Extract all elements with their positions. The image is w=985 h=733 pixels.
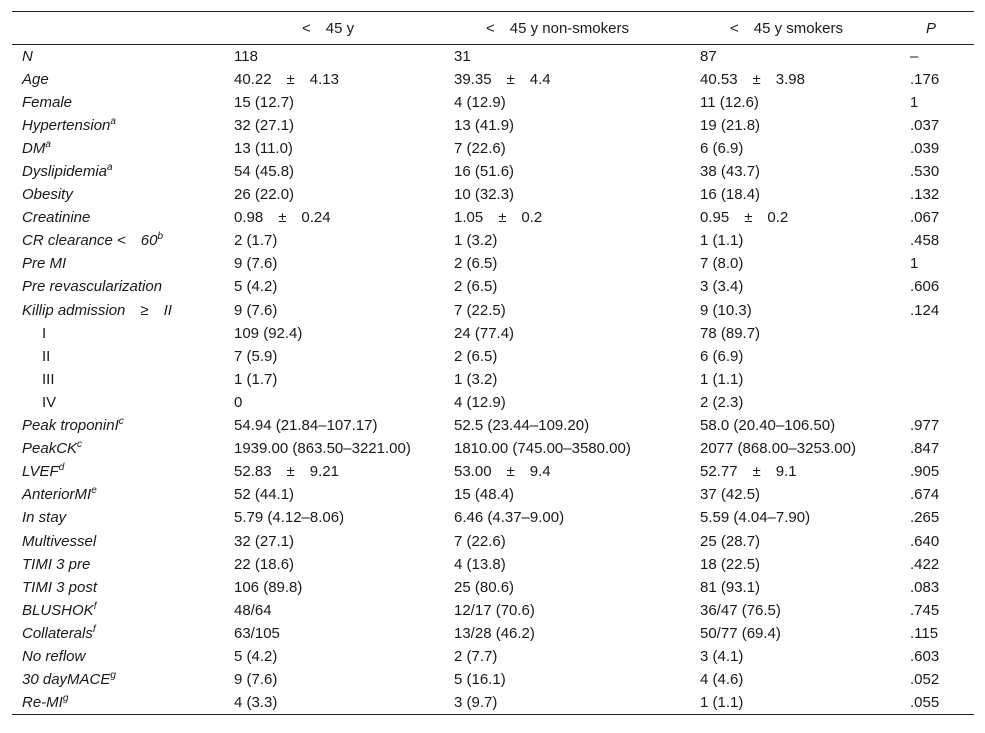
table-row (12, 599, 974, 622)
p-value-cell: .847 (910, 440, 940, 458)
p-value-cell: .265 (910, 509, 940, 527)
value-cell: 25 (80.6) (454, 578, 515, 596)
table-row (12, 553, 974, 576)
row-label (12, 460, 224, 483)
value-cell: 2 (1.7) (234, 232, 278, 250)
table-row (12, 437, 974, 460)
value-cell: 13 (41.9) (454, 116, 515, 134)
p-value-cell: .530 (910, 163, 940, 181)
value-cell: 16 (18.4) (700, 186, 761, 204)
p-value-cell (900, 391, 974, 414)
value-cell: 2 (2.3) (700, 393, 744, 411)
row-label-text: Pre revascularization (22, 278, 163, 296)
table-row (12, 622, 974, 645)
table-header (12, 12, 974, 45)
value-cell: 13 (11.0) (234, 139, 293, 157)
value-cell: 15 (12.7) (234, 93, 295, 111)
table-row (12, 299, 974, 322)
value-cell: 52 (44.1) (234, 486, 295, 504)
row-label-text: Collaterals (22, 624, 93, 642)
row-label (12, 206, 224, 229)
value-cell: 18 (22.5) (700, 555, 761, 573)
footnote-marker: a (110, 115, 116, 127)
value-cell: 3 (4.1) (700, 647, 744, 665)
row-label-text: N (22, 47, 33, 65)
row-label-text: Killip admission ≥ II (22, 301, 172, 319)
table-row (12, 645, 974, 668)
p-value-cell: .458 (910, 232, 940, 250)
row-label-text: III (42, 370, 55, 388)
p-value-cell: .606 (910, 278, 940, 296)
value-cell: 13/28 (46.2) (454, 624, 535, 642)
row-label-text: TIMI 3 pre (22, 555, 91, 573)
value-cell: 4 (13.8) (454, 555, 506, 573)
row-label-text: BLUSHOK (22, 601, 94, 619)
value-cell: 2 (6.5) (454, 278, 498, 296)
row-label-text: TIMI 3 post (22, 578, 98, 596)
value-cell: 4 (12.9) (454, 393, 506, 411)
value-cell: 58.0 (20.40–106.50) (700, 417, 836, 435)
table-row (12, 460, 974, 483)
value-cell: 1 (1.1) (700, 693, 744, 711)
row-label-text: DM (22, 139, 46, 157)
value-cell: 54.94 (21.84–107.17) (234, 417, 378, 435)
row-label (12, 322, 224, 345)
footnote-marker: c (77, 439, 83, 451)
p-value-cell (900, 322, 974, 345)
value-cell: 4 (12.9) (454, 93, 506, 111)
p-value-cell: .176 (910, 70, 940, 88)
row-label (12, 645, 224, 668)
table-container (12, 11, 974, 715)
value-cell: 1 (3.2) (454, 232, 498, 250)
p-value-cell: 1 (910, 93, 919, 111)
table-row (12, 691, 974, 714)
table-row (12, 252, 974, 275)
value-cell: 78 (89.7) (700, 324, 761, 342)
table-row (12, 668, 974, 691)
value-cell: 9 (7.6) (234, 671, 278, 689)
value-cell: 2077 (868.00–3253.00) (700, 440, 856, 458)
value-cell: 0.98 ± 0.24 (234, 209, 331, 227)
p-value-cell: .052 (910, 671, 940, 689)
value-cell: 7 (22.5) (454, 301, 506, 319)
value-cell: 52.77 ± 9.1 (700, 463, 797, 481)
value-cell: 19 (21.8) (700, 116, 761, 134)
row-label-text: Re-MI (22, 693, 63, 711)
value-cell: 6 (6.9) (700, 139, 744, 157)
value-cell: 22 (18.6) (234, 555, 295, 573)
table-row (12, 229, 974, 252)
row-label-text: Dyslipidemia (22, 163, 108, 181)
row-label-text: Peak troponinI (22, 417, 119, 435)
row-label (12, 229, 224, 252)
table-row (12, 45, 974, 68)
row-label-text: In stay (22, 509, 67, 527)
row-label-text: IV (42, 393, 57, 411)
value-cell: 3 (3.4) (700, 278, 744, 296)
value-cell: 9 (7.6) (234, 255, 278, 273)
row-label (12, 114, 224, 137)
p-value-cell: .745 (910, 601, 940, 619)
value-cell: 5.59 (4.04–7.90) (700, 509, 811, 527)
p-value-cell: .977 (910, 417, 940, 435)
row-label (12, 252, 224, 275)
value-cell: 5 (4.2) (234, 647, 278, 665)
value-cell: 31 (454, 47, 471, 65)
row-label (12, 483, 224, 506)
header-cell-smokers: < 45 y smokers (730, 19, 843, 37)
p-value-cell: .674 (910, 486, 940, 504)
row-label (12, 529, 224, 552)
value-cell: 87 (700, 47, 717, 65)
table-row (12, 91, 974, 114)
p-value-cell: .905 (910, 463, 940, 481)
value-cell: 1810.00 (745.00–3580.00) (454, 440, 631, 458)
footnote-marker: d (58, 462, 65, 474)
row-label-text: Pre MI (22, 255, 67, 273)
value-cell: 5.79 (4.12–8.06) (234, 509, 345, 527)
table-row (12, 576, 974, 599)
value-cell: 2 (6.5) (454, 255, 498, 273)
row-label (12, 437, 224, 460)
value-cell: 9 (7.6) (234, 301, 278, 319)
value-cell: 53.00 ± 9.4 (454, 463, 551, 481)
table-row (12, 275, 974, 298)
value-cell: 1 (1.1) (700, 370, 744, 388)
value-cell: 81 (93.1) (700, 578, 761, 596)
p-value-cell: .037 (910, 116, 940, 134)
value-cell: 7 (5.9) (234, 347, 278, 365)
value-cell: 15 (48.4) (454, 486, 515, 504)
value-cell: 109 (92.4) (234, 324, 303, 342)
row-label-text: CR clearance < 60 (22, 232, 158, 250)
value-cell: 4 (4.6) (700, 671, 744, 689)
row-label (12, 368, 224, 391)
row-label (12, 414, 224, 437)
row-label (12, 622, 224, 645)
row-label-text: LVEF (22, 463, 59, 481)
value-cell: 0.95 ± 0.2 (700, 209, 789, 227)
value-cell: 12/17 (70.6) (454, 601, 535, 619)
header-cell-non-smokers: < 45 y non-smokers (486, 19, 629, 37)
p-value-cell: – (910, 47, 919, 65)
value-cell: 7 (22.6) (454, 532, 506, 550)
table-row (12, 160, 974, 183)
value-cell: 5 (16.1) (454, 671, 506, 689)
value-cell: 6.46 (4.37–9.00) (454, 509, 565, 527)
row-label-text: AnteriorMI (22, 486, 92, 504)
value-cell: 10 (32.3) (454, 186, 515, 204)
row-label (12, 91, 224, 114)
p-value-cell (900, 345, 974, 368)
value-cell: 39.35 ± 4.4 (454, 70, 551, 88)
row-label (12, 391, 224, 414)
row-label (12, 506, 224, 529)
footnote-marker: e (91, 485, 97, 497)
p-value-cell: .422 (910, 555, 940, 573)
value-cell: 1 (3.2) (454, 370, 498, 388)
row-label-text: I (42, 324, 47, 342)
value-cell: 26 (22.0) (234, 186, 295, 204)
row-label-text: Age (22, 70, 49, 88)
value-cell: 37 (42.5) (700, 486, 761, 504)
row-label-text: No reflow (22, 647, 86, 665)
row-label-text: Female (22, 93, 73, 111)
row-label-text: II (42, 347, 51, 365)
footnote-marker: f (92, 623, 96, 635)
value-cell: 63/105 (234, 624, 280, 642)
row-label-text: Multivessel (22, 532, 97, 550)
value-cell: 50/77 (69.4) (700, 624, 781, 642)
footnote-marker: f (93, 600, 97, 612)
footnote-marker: c (118, 416, 124, 428)
value-cell: 54 (45.8) (234, 163, 295, 181)
table-row (12, 483, 974, 506)
table-row (12, 414, 974, 437)
table-row (12, 322, 974, 345)
p-value-cell: .132 (910, 186, 940, 204)
header-cell-p-value: P (926, 19, 937, 37)
p-value-cell: 1 (910, 255, 919, 273)
value-cell: 40.22 ± 4.13 (234, 70, 339, 88)
value-cell: 1.05 ± 0.2 (454, 209, 543, 227)
table-row (12, 137, 974, 160)
row-label (12, 553, 224, 576)
value-cell: 1 (1.1) (700, 232, 744, 250)
value-cell: 1 (1.7) (234, 370, 278, 388)
row-label (12, 668, 224, 691)
row-label-text: Hypertension (22, 116, 111, 134)
footnote-marker: g (110, 670, 116, 682)
table-row (12, 391, 974, 414)
value-cell: 2 (6.5) (454, 347, 498, 365)
value-cell: 52.83 ± 9.21 (234, 463, 339, 481)
p-value-cell (900, 368, 974, 391)
value-cell: 2 (7.7) (454, 647, 498, 665)
table-body (12, 45, 974, 715)
value-cell: 118 (234, 47, 258, 65)
row-label (12, 137, 224, 160)
p-value-cell: .640 (910, 532, 940, 550)
value-cell: 106 (89.8) (234, 578, 303, 596)
value-cell: 36/47 (76.5) (700, 601, 781, 619)
value-cell: 6 (6.9) (700, 347, 744, 365)
table-row (12, 529, 974, 552)
row-label (12, 691, 224, 714)
value-cell: 1939.00 (863.50–3221.00) (234, 440, 411, 458)
row-label (12, 160, 224, 183)
value-cell: 48/64 (234, 601, 272, 619)
table-row (12, 206, 974, 229)
data-table (12, 11, 974, 715)
row-label-text: Obesity (22, 186, 73, 204)
value-cell: 0 (234, 393, 243, 411)
p-value-cell: .603 (910, 647, 940, 665)
row-label-text: 30 dayMACE (22, 671, 111, 689)
header-row (12, 12, 974, 45)
value-cell: 7 (22.6) (454, 139, 506, 157)
row-label (12, 183, 224, 206)
value-cell: 52.5 (23.44–109.20) (454, 417, 590, 435)
table-row (12, 68, 974, 91)
footnote-marker: a (45, 138, 51, 150)
value-cell: 38 (43.7) (700, 163, 761, 181)
footnote-marker: b (157, 231, 164, 243)
value-cell: 5 (4.2) (234, 278, 278, 296)
value-cell: 24 (77.4) (454, 324, 515, 342)
value-cell: 11 (12.6) (700, 93, 759, 111)
table-row (12, 368, 974, 391)
value-cell: 16 (51.6) (454, 163, 515, 181)
row-label (12, 45, 224, 68)
row-label-text: Creatinine (22, 209, 91, 227)
value-cell: 25 (28.7) (700, 532, 761, 550)
value-cell: 3 (9.7) (454, 693, 498, 711)
row-label (12, 68, 224, 91)
row-label (12, 576, 224, 599)
value-cell: 40.53 ± 3.98 (700, 70, 805, 88)
row-label-text: PeakCK (22, 440, 78, 458)
row-label (12, 599, 224, 622)
value-cell: 9 (10.3) (700, 301, 752, 319)
p-value-cell: .055 (910, 693, 940, 711)
p-value-cell: .115 (910, 624, 939, 642)
p-value-cell: .039 (910, 139, 940, 157)
p-value-cell: .124 (910, 301, 940, 319)
row-label (12, 299, 224, 322)
footnote-marker: a (107, 162, 113, 174)
table-row (12, 506, 974, 529)
header-cell-all-under-45: < 45 y (302, 19, 355, 37)
header-cell-label (12, 12, 224, 45)
footnote-marker: g (62, 692, 69, 704)
value-cell: 32 (27.1) (234, 116, 295, 134)
row-label (12, 345, 224, 368)
value-cell: 32 (27.1) (234, 532, 295, 550)
row-label (12, 275, 224, 298)
table-row (12, 345, 974, 368)
p-value-cell: .083 (910, 578, 940, 596)
table-row (12, 114, 974, 137)
value-cell: 7 (8.0) (700, 255, 744, 273)
value-cell: 4 (3.3) (234, 693, 278, 711)
table-row (12, 183, 974, 206)
p-value-cell: .067 (910, 209, 940, 227)
